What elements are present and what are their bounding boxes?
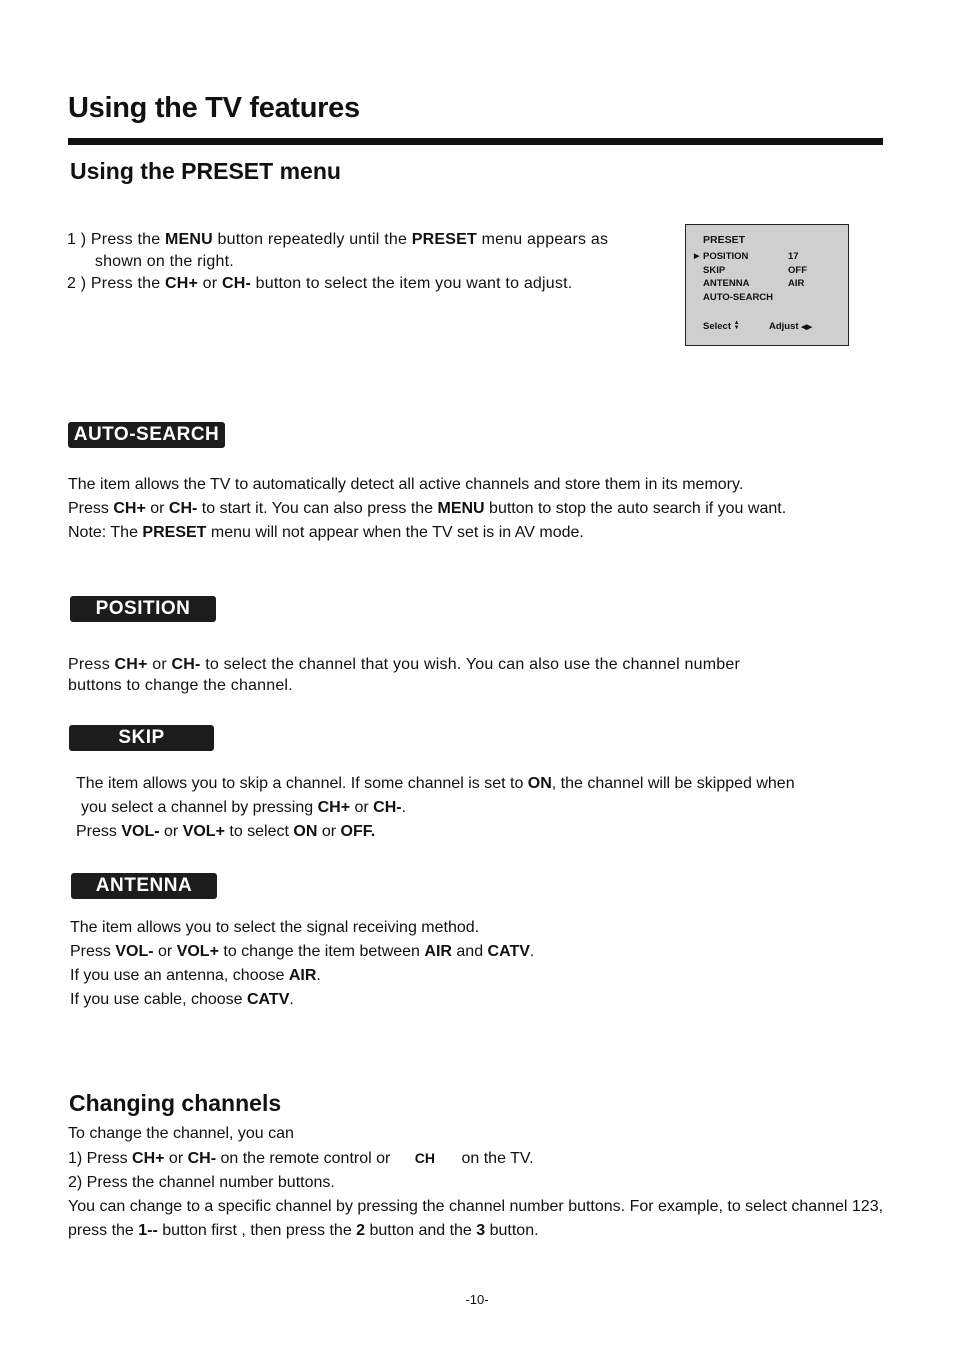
- antenna-text: The item allows you to select the signal receiving method. Press VOL- or VOL+ to change the item between AIR and CATV. If you use an antenna, choose AIR. If you use cable, choose CATV.: [70, 919, 535, 1008]
- osd-row-auto-search: AUTO-SEARCH: [703, 292, 774, 303]
- skip-text: The item allows you to skip a channel. If some channel is set to ON, the channel will be skipped when you select a channel by pressing CH+ or CH-. Press VOL- or VOL+ to select ON or OFF.: [76, 775, 795, 840]
- preset-osd-menu: [685, 224, 849, 346]
- page-number: -10-: [465, 1292, 489, 1307]
- osd-select-hint: Select ▲▼: [703, 320, 740, 332]
- pointer-icon: ▶: [694, 253, 700, 260]
- osd-title: PRESET: [703, 234, 746, 246]
- osd-row-position: ▶ POSITION 17: [694, 251, 799, 262]
- section-title-changing-channels: Changing channels: [69, 1090, 282, 1116]
- title-rule: [68, 138, 883, 145]
- section-title-preset: Using the PRESET menu: [70, 158, 341, 184]
- antenna-tag: ANTENNA: [71, 873, 217, 899]
- osd-row-skip: SKIP OFF: [703, 265, 807, 276]
- changing-channels-text: To change the channel, you can 1) Press CH+ or CH- on the remote control or CH on the TV. 2) Press the channel number buttons. You can change to a specific channel by pressing the channel number buttons. For example, to select channel 123, press the 1-- button first , then press the 2 button and the 3 button.: [68, 1125, 884, 1239]
- up-down-arrow-icon: ▲▼: [733, 320, 740, 332]
- osd-row-antenna: ANTENNA AIR: [703, 278, 805, 289]
- skip-tag: SKIP: [69, 725, 214, 751]
- osd-adjust-hint: Adjust ◀▶: [769, 321, 812, 332]
- position-tag: POSITION: [70, 596, 216, 622]
- intro-steps: 1 ) Press the MENU button repeatedly until the PRESET menu appears as shown on the right. 2 ) Press the CH+ or CH- button to select the item you want to adjust.: [67, 231, 609, 292]
- auto-search-tag: AUTO-SEARCH: [68, 422, 225, 448]
- left-right-arrow-icon: ◀▶: [801, 324, 812, 331]
- page-title: Using the TV features: [68, 92, 360, 124]
- ch-button-label: CH: [414, 1150, 436, 1166]
- auto-search-text: The item allows the TV to automatically detect all active channels and store them in its memory. Press CH+ or CH- to start it. You can also press the MENU button to stop the auto search if you want. Note: The PRESET menu will not appear when the TV set is in AV mode.: [68, 476, 787, 541]
- position-text: Press CH+ or CH- to select the channel that you wish. You can also use the channel number buttons to change the channel.: [68, 656, 740, 694]
